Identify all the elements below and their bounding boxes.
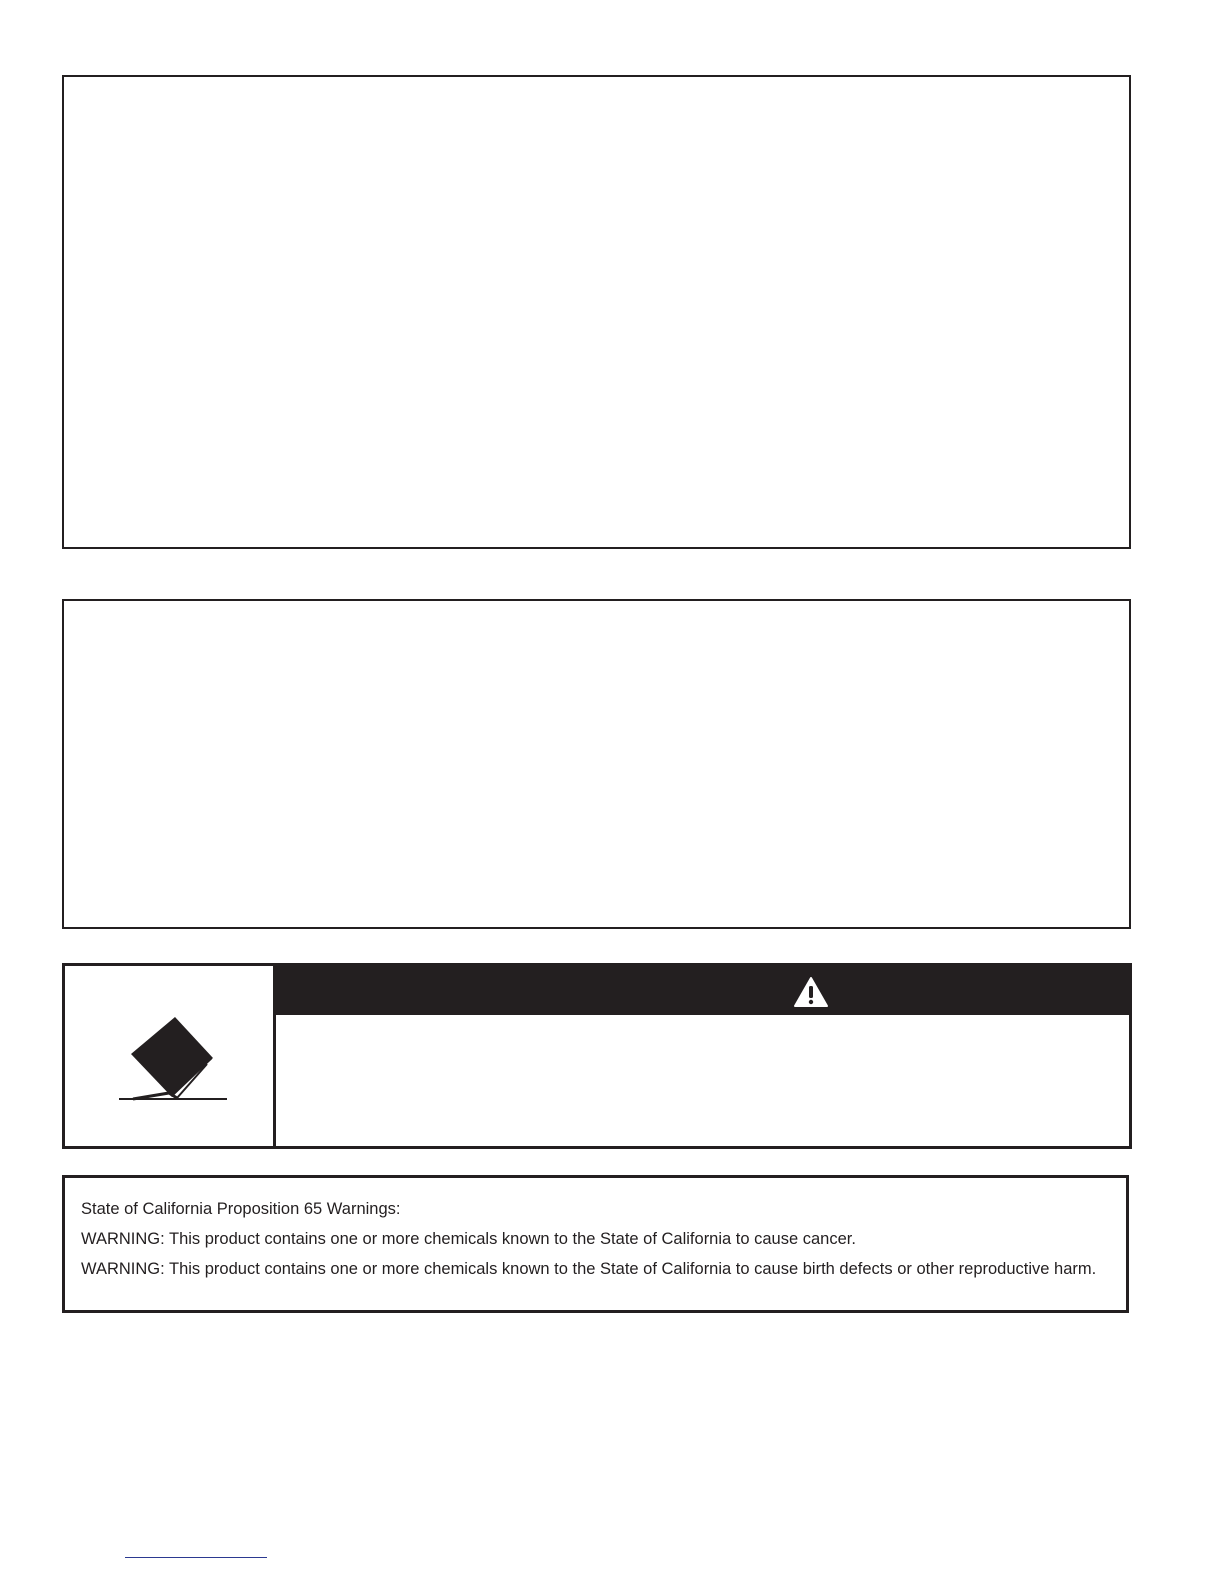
empty-content-box-middle bbox=[62, 599, 1131, 929]
prop65-reproductive-warning: WARNING: This product contains one or more chemicals known to the State of California to cause birth defects or other reproductive harm. bbox=[81, 1260, 1097, 1278]
prop65-warning-box bbox=[62, 1175, 1129, 1313]
warning-triangle-icon bbox=[793, 976, 829, 1008]
safety-warning-panel bbox=[62, 963, 1132, 1149]
warning-header-bar bbox=[276, 966, 1129, 1015]
empty-content-box-top bbox=[62, 75, 1131, 549]
footer-rule bbox=[125, 1557, 267, 1558]
prop65-cancer-warning: WARNING: This product contains one or more chemicals known to the State of California to cause cancer. bbox=[81, 1230, 856, 1248]
prop65-title: State of California Proposition 65 Warnings: bbox=[81, 1200, 401, 1218]
warning-body bbox=[279, 1015, 1129, 1146]
warning-pictogram-cell bbox=[65, 966, 276, 1146]
tip-over-hazard-icon bbox=[65, 966, 276, 1146]
